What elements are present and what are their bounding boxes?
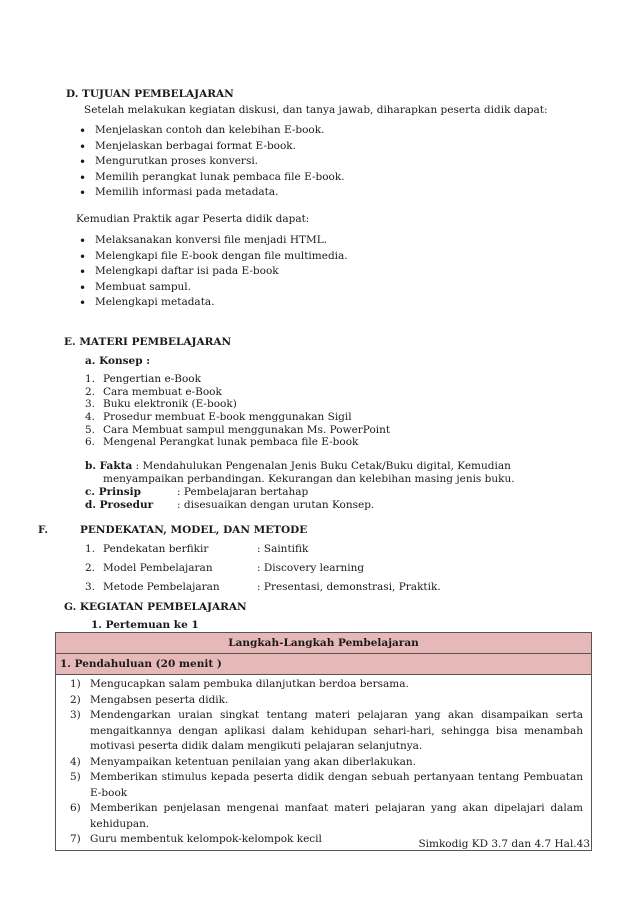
list-item: • Mengurutkan proses konversi.: [79, 155, 345, 171]
list-item: 1) Mengucapkan salam pembuka dilanjutkan berdoa bersama.: [70, 678, 409, 690]
page-footer: Simkodig KD 3.7 dan 4.7 Hal.43: [418, 838, 590, 850]
practice-list: [79, 234, 348, 312]
list-item: • Melengkapi daftar isi pada E-book: [79, 265, 348, 281]
prinsip-text: : Pembelajaran bertahap: [177, 486, 309, 498]
meeting-title: 1. Pertemuan ke 1: [91, 619, 199, 631]
list-item: 3) Mendengarkan uraian singkat tentang materi pelajaran yang akan disampaikan serta mengaitkannya dengan aplikasi dalam kehidupan sehari-hari, sehingga bisa menambah motivasi peserta didik dalam mengikuti pelajaran selanjutnya.: [70, 709, 583, 752]
list-item: 2) Mengabsen peserta didik.: [70, 693, 229, 706]
objectives-list: [79, 124, 345, 202]
list-item: • Membuat sampul.: [79, 281, 348, 297]
prinsip-label: c. Prinsip: [85, 486, 141, 498]
section-f-heading: PENDEKATAN, MODEL, DAN METODE: [80, 524, 308, 536]
section-g-heading: G. KEGIATAN PEMBELAJARAN: [64, 601, 247, 613]
table-header: Langkah-Langkah Pembelajaran: [56, 633, 592, 654]
fakta-line: b. Fakta : Mendahulukan Pengenalan Jenis Buku Cetak/Buku digital, Kemudian: [85, 460, 511, 472]
steps-list: [56, 675, 591, 850]
learning-steps-table: [55, 632, 592, 851]
list-item: 3. Buku elektronik (E-book): [85, 398, 237, 411]
list-item: • Melaksanakan konversi file menjadi HTML.: [79, 234, 348, 250]
list-item: • Menjelaskan contoh dan kelebihan E-book.: [79, 124, 345, 140]
list-item: 1. Pengertian e-Book: [85, 373, 201, 385]
prosedur-label: d. Prosedur: [85, 499, 154, 511]
practice-intro: Kemudian Praktik agar Peserta didik dapat:: [76, 213, 310, 225]
steps-cell: [56, 675, 592, 851]
konsep-list: [85, 373, 390, 449]
list-item: 6. Mengenal Perangkat lunak pembaca file E-book: [85, 436, 359, 449]
list-item: • Menjelaskan berbagai format E-book.: [79, 140, 345, 156]
list-item: • Memilih informasi pada metadata.: [79, 186, 345, 202]
section-d-intro: Setelah melakukan kegiatan diskusi, dan tanya jawab, diharapkan peserta didik dapat:: [84, 104, 548, 116]
list-item: 2. Cara membuat e-Book: [85, 385, 222, 398]
list-item: 7) Guru membentuk kelompok-kelompok kecil: [70, 833, 322, 845]
section-d-heading: D. TUJUAN PEMBELAJARAN: [66, 88, 234, 100]
list-item: 5) Memberikan stimulus kepada peserta didik dengan sebuah pertanyaan tentang Pembuatan E-book: [70, 771, 583, 799]
section-e-heading: E. MATERI PEMBELAJARAN: [64, 336, 232, 348]
list-item: • Melengkapi file E-book dengan file multimedia.: [79, 250, 348, 266]
phase-header: 1. Pendahuluan (20 menit ): [56, 654, 592, 675]
konsep-label: a. Konsep :: [85, 355, 151, 367]
list-item: 5. Cara Membuat sampul menggunakan Ms. PowerPoint: [85, 423, 391, 436]
prosedur-text: : disesuaikan dengan urutan Konsep.: [177, 499, 375, 511]
list-item: 6) Memberikan penjelasan mengenai manfaat materi pelajaran yang akan dipelajari dalam kehidupan.: [70, 802, 583, 830]
list-item: 4) Menyampaikan ketentuan penilaian yang akan diberlakukan.: [70, 755, 416, 768]
list-item: 4. Prosedur membuat E-book menggunakan Sigil: [85, 411, 352, 424]
list-item: • Memilih perangkat lunak pembaca file E-book.: [79, 171, 345, 187]
list-item: • Melengkapi metadata.: [79, 296, 348, 312]
fakta-continuation: menyampaikan perbandingan. Kekurangan dan kelebihan masing jenis buku.: [103, 473, 515, 485]
section-f-letter: F.: [38, 524, 49, 536]
